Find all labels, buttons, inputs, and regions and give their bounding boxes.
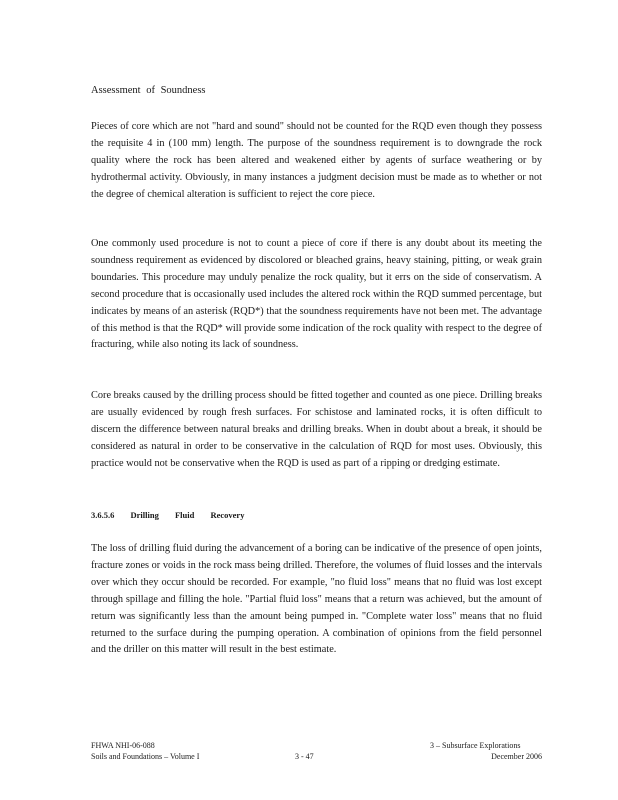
subsection-number: 3.6.5.6	[91, 510, 115, 520]
section-heading: Assessment of Soundness	[91, 85, 206, 96]
subsection-word: Fluid	[174, 510, 195, 520]
footer-page-number: 3 - 47	[295, 752, 314, 761]
paragraph-soundness: Pieces of core which are not "hard and sound" should not be counted for the RQD even though they possess the requisite 4 in (100 mm) length. The purpose of the soundness requirement is to downgrade the rock quality where the rock has been altered and weakened either by agents of surface weathering or by hydrothermal activity. Obviously, in many instances a judgment decision must be made as to whether or not the degree of chemical alteration is sufficient to reject the core piece.	[91, 121, 542, 200]
footer-left	[91, 740, 199, 762]
footer-right	[430, 740, 542, 762]
footer-date: December 2006	[491, 752, 542, 761]
footer-course: Soils and Foundations – Volume I	[91, 752, 200, 761]
subsection-word: Recovery	[210, 510, 245, 520]
paragraph-procedure: One commonly used procedure is not to count a piece of core if there is any doubt about its meeting the soundness requirement as evidenced by discolored or bleached grains, heavy staining, pitting, or weak grain boundaries. This procedure may unduly penalize the rock quality, but it errs on the side of conservatism. A second procedure that is occasionally used includes the altered rock within the RQD summed percentage, but indicates by means of an asterisk (RQD*) that the soundness requirements have not been met. The advantage of this method is that the RQD* will provide some indication of the rock quality with respect to the degree of fracturing, while also noting its lack of soundness.	[91, 238, 542, 351]
subsection-title	[91, 510, 258, 520]
footer-chapter: 3 – Subsurface Explorations	[430, 741, 521, 750]
subsection-word: Drilling	[130, 510, 159, 520]
footer-doc-number: FHWA NHI-06-088	[91, 741, 155, 750]
paragraph-core-breaks: Core breaks caused by the drilling process should be fitted together and counted as one piece. Drilling breaks are usually evidenced by rough fresh surfaces. For schistose and laminated rocks, it is often difficult to discern the difference between natural breaks and drilling breaks. When in doubt about a break, it should be considered as natural in order to be conservative in the calculation of RQD for most uses. Obviously, this practice would not be conservative when the RQD is used as part of a ripping or dredging estimate.	[91, 390, 542, 469]
paragraph-fluid-loss: The loss of drilling fluid during the advancement of a boring can be indicative of the presence of open joints, fracture zones or voids in the rock mass being drilled. Therefore, the volumes of fluid losses and the intervals over which they occur should be recorded. For example, "no fluid loss" means that no fluid was lost except through spillage and filling the hole. "Partial fluid loss" means that a return was achieved, but the amount of return was significantly less than the amount being pumped in. "Complete water loss" means that no fluid returned to the surface during the pumping operation. A combination of opinions from the field personnel and the driller on this matter will result in the best estimate.	[91, 543, 542, 656]
